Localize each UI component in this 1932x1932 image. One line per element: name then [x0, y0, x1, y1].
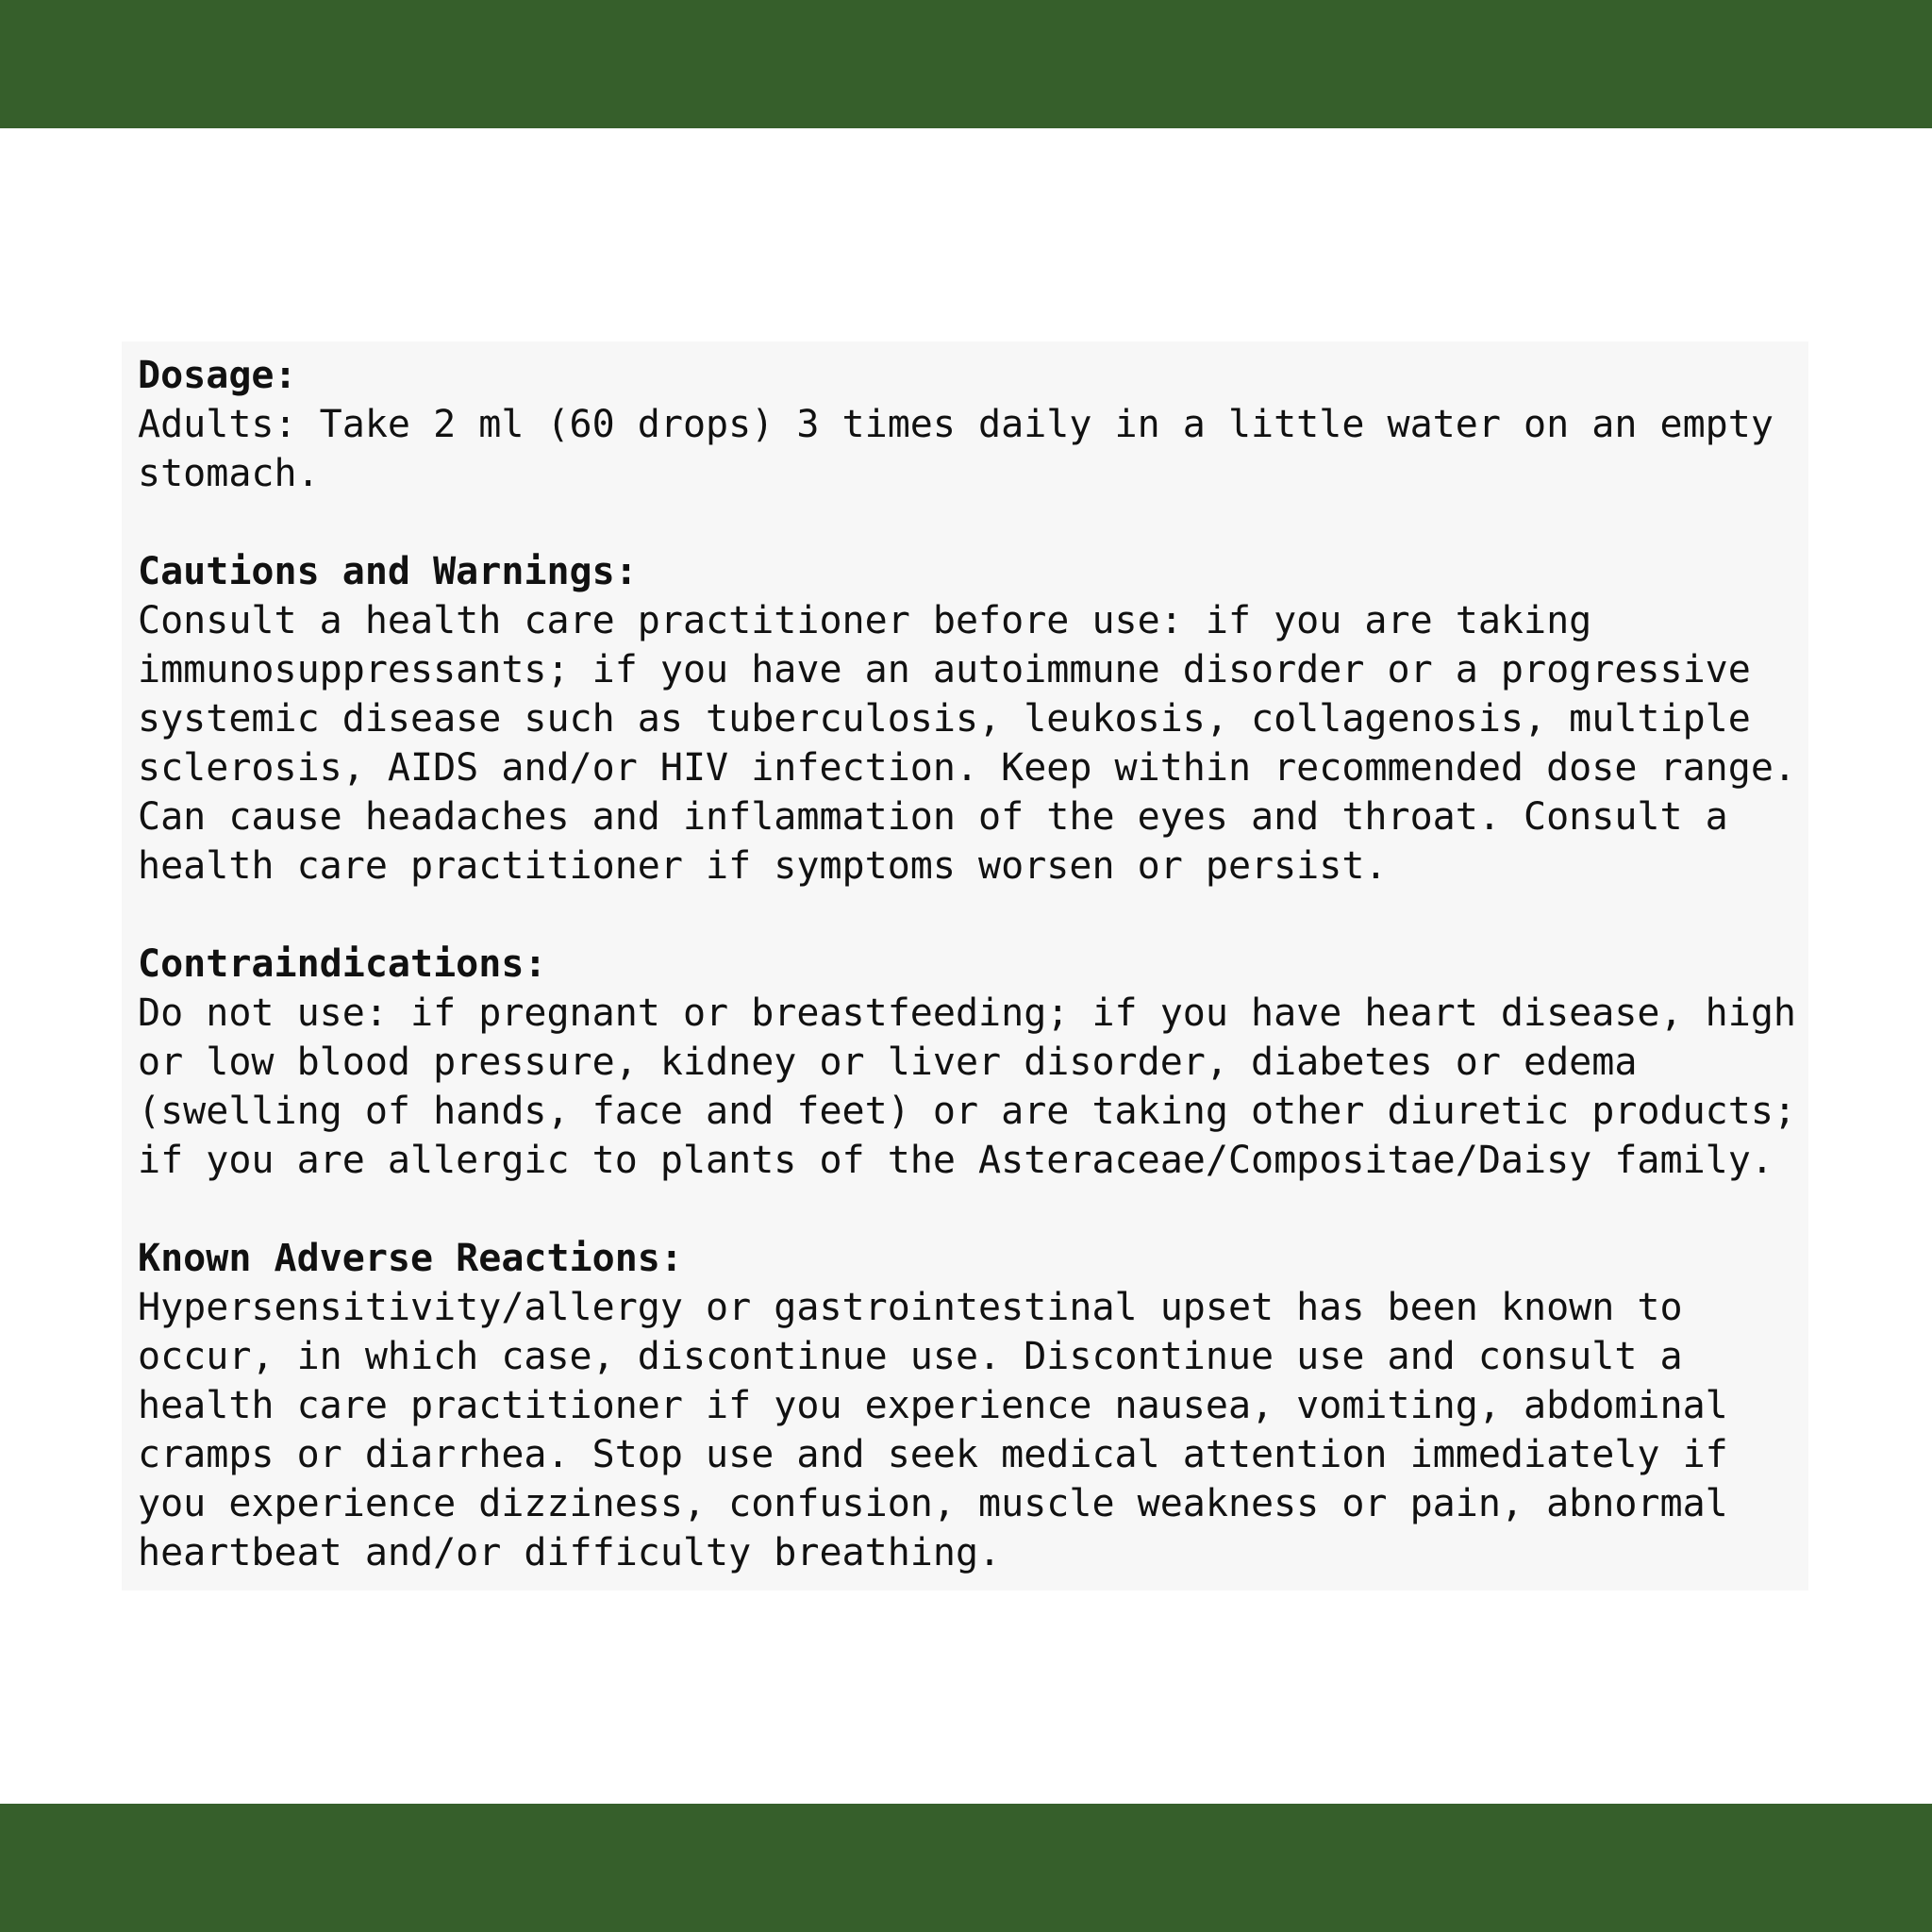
top-green-band	[0, 0, 1932, 128]
text-line: health care practitioner if you experience nausea, vomiting, abdominal	[138, 1384, 1728, 1427]
text-line: Do not use: if pregnant or breastfeeding; if you have heart disease, high	[138, 991, 1796, 1035]
text-line: Can cause headaches and inflammation of the eyes and throat. Consult a	[138, 795, 1728, 839]
text-line: systemic disease such as tuberculosis, leukosis, collagenosis, multiple	[138, 697, 1751, 741]
text-line: stomach.	[138, 452, 320, 495]
text-line: heartbeat and/or difficulty breathing.	[138, 1531, 1002, 1574]
text-line: immunosuppressants; if you have an autoimmune disorder or a progressive	[138, 648, 1751, 691]
bottom-green-band	[0, 1804, 1932, 1932]
section-heading: Contraindications:	[138, 942, 547, 986]
section-heading: Known Adverse Reactions:	[138, 1237, 683, 1280]
text-line: or low blood pressure, kidney or liver disorder, diabetes or edema	[138, 1041, 1638, 1084]
text-line: (swelling of hands, face and feet) or are taking other diuretic products;	[138, 1090, 1796, 1133]
text-line: cramps or diarrhea. Stop use and seek medical attention immediately if	[138, 1433, 1728, 1476]
text-line: you experience dizziness, confusion, muscle weakness or pain, abnormal	[138, 1482, 1728, 1525]
text-line: Adults: Take 2 ml (60 drops) 3 times daily in a little water on an empty	[138, 403, 1774, 446]
section-dosage	[138, 351, 1808, 498]
text-line: Consult a health care practitioner before use: if you are taking	[138, 599, 1592, 642]
section-contraindications	[138, 940, 1808, 1185]
section-cautions-and-warnings	[138, 547, 1808, 891]
text-line: sclerosis, AIDS and/or HIV infection. Keep within recommended dose range.	[138, 746, 1796, 790]
section-heading: Dosage:	[138, 354, 297, 397]
text-line: if you are allergic to plants of the Asteraceae/Compositae/Daisy family.	[138, 1139, 1774, 1182]
text-line: Hypersensitivity/allergy or gastrointestinal upset has been known to	[138, 1286, 1683, 1329]
section-known-adverse-reactions	[138, 1234, 1808, 1577]
section-heading: Cautions and Warnings:	[138, 550, 638, 593]
text-line: occur, in which case, discontinue use. Discontinue use and consult a	[138, 1335, 1683, 1378]
label-text-panel	[122, 341, 1808, 1591]
text-line: health care practitioner if symptoms worsen or persist.	[138, 844, 1388, 888]
